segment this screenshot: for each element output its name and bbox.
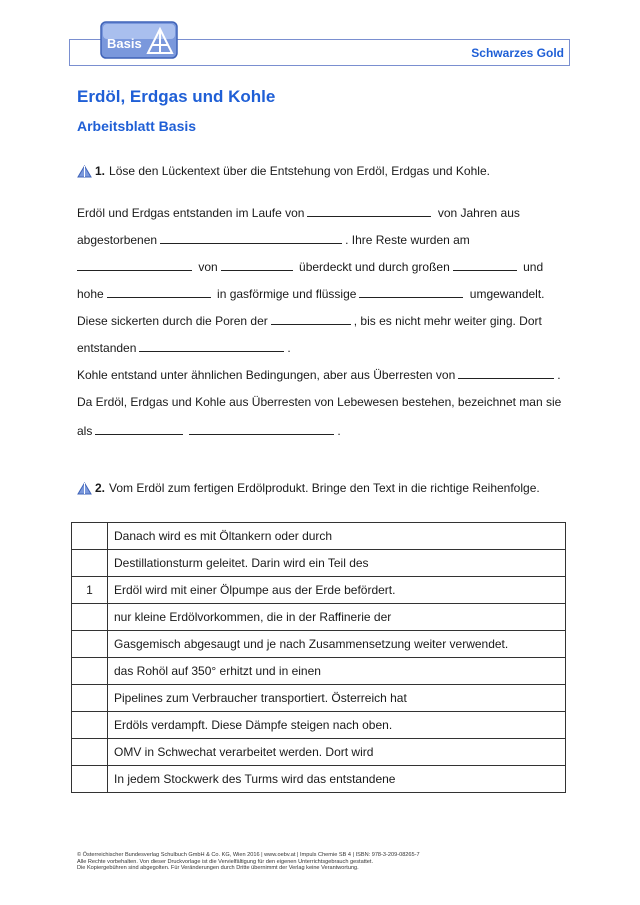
cloze-line-6 — [77, 341, 291, 355]
table-row — [72, 712, 566, 739]
blank-field[interactable] — [107, 287, 211, 298]
order-text-cell: das Rohöl auf 350° erhitzt und in einen — [108, 658, 566, 685]
ordering-table — [71, 522, 566, 793]
cloze-line-1 — [77, 206, 520, 220]
cloze-line-3 — [77, 260, 543, 274]
blank-field[interactable] — [189, 424, 334, 435]
table-row — [72, 658, 566, 685]
blank-field[interactable] — [160, 233, 342, 244]
blank-field[interactable] — [453, 260, 517, 271]
order-number-cell[interactable]: 1 — [72, 577, 108, 604]
order-number-cell[interactable] — [72, 685, 108, 712]
cloze-text: . — [557, 368, 561, 382]
footer-rights: Alle Rechte vorbehalten. Von dieser Druckvorlage ist die Vervielfältigung für den eigenen Unterrichtsgebrauch gestattet. — [77, 858, 374, 865]
cloze-text: in gasförmige und flüssige — [213, 287, 357, 301]
page-title: Erdöl, Erdgas und Kohle — [77, 87, 276, 106]
task2-heading — [77, 481, 540, 495]
logo-text: Basis — [107, 36, 142, 51]
cloze-text: überdeckt und durch großen — [295, 260, 450, 274]
cloze-line-8 — [77, 395, 561, 409]
order-text-cell: Erdöl wird mit einer Ölpumpe aus der Erde befördert. — [108, 577, 566, 604]
cloze-text: Kohle entstand unter ähnlichen Bedingungen, aber aus Überresten von — [77, 368, 456, 382]
cloze-text: . — [337, 424, 341, 438]
blank-field[interactable] — [458, 368, 554, 379]
table-row — [72, 577, 566, 604]
task1-number: 1. — [95, 164, 106, 178]
table-row — [72, 604, 566, 631]
cloze-text: Da Erdöl, Erdgas und Kohle aus Überresten von Lebewesen bestehen, bezeichnet man sie — [77, 395, 562, 409]
cloze-line-9 — [77, 424, 341, 438]
table-row — [72, 550, 566, 577]
basis-triangle-icon — [77, 165, 92, 178]
cloze-text: . Ihre Reste wurden am — [345, 233, 470, 247]
table-row — [72, 631, 566, 658]
order-text-cell: Pipelines zum Verbraucher transportiert. Österreich hat — [108, 685, 566, 712]
cloze-text: Erdöl und Erdgas entstanden im Laufe von — [77, 206, 305, 220]
cloze-text: hohe — [77, 287, 104, 301]
order-text-cell: OMV in Schwechat verarbeitet werden. Dort wird — [108, 739, 566, 766]
cloze-text: abgestorbenen — [77, 233, 158, 247]
order-text-cell: Gasgemisch abgesaugt und je nach Zusammensetzung weiter verwendet. — [108, 631, 566, 658]
task1-heading — [77, 164, 490, 178]
order-text-cell: nur kleine Erdölvorkommen, die in der Raffinerie der — [108, 604, 566, 631]
blank-field[interactable] — [95, 424, 183, 435]
cloze-text: . — [287, 341, 291, 355]
cloze-line-4 — [77, 287, 545, 301]
order-number-cell[interactable] — [72, 712, 108, 739]
order-number-cell[interactable] — [72, 604, 108, 631]
footer-copyright: © Österreichischer Bundesverlag Schulbuch GmbH & Co. KG, Wien 2016 | www.oebv.at | Impuls Chemie SB 4 | ISBN: 978-3-209-08265-7 — [77, 852, 420, 858]
cloze-text: umgewandelt. — [466, 287, 545, 301]
blank-field[interactable] — [359, 287, 463, 298]
footer — [77, 852, 420, 872]
blank-field[interactable] — [77, 260, 192, 271]
page-subtitle: Arbeitsblatt Basis — [77, 118, 197, 134]
blank-field[interactable] — [307, 206, 431, 217]
order-number-cell[interactable] — [72, 523, 108, 550]
task2-number: 2. — [95, 481, 106, 495]
order-text-cell: Destillationsturm geleitet. Darin wird ein Teil des — [108, 550, 566, 577]
cloze-text: und — [519, 260, 544, 274]
cloze-text: entstanden — [77, 341, 137, 355]
order-text-cell: In jedem Stockwerk des Turms wird das entstandene — [108, 766, 566, 793]
order-text-cell: Danach wird es mit Öltankern oder durch — [108, 523, 566, 550]
cloze-text: , bis es nicht mehr weiter ging. Dort — [353, 314, 542, 328]
table-row — [72, 766, 566, 793]
blank-field[interactable] — [221, 260, 293, 271]
blank-field[interactable] — [139, 341, 284, 352]
table-row — [72, 685, 566, 712]
basis-logo — [100, 21, 178, 59]
header-title: Schwarzes Gold — [471, 46, 564, 60]
cloze-line-2 — [77, 233, 470, 247]
task1-instruction: Löse den Lückentext über die Entstehung von Erdöl, Erdgas und Kohle. — [109, 164, 490, 178]
cloze-text: von Jahren aus — [434, 206, 520, 220]
basis-triangle-icon — [77, 482, 92, 495]
order-text-cell: Erdöls verdampft. Diese Dämpfe steigen nach oben. — [108, 712, 566, 739]
cloze-line-7 — [77, 368, 561, 382]
order-number-cell[interactable] — [72, 550, 108, 577]
task2-instruction: Vom Erdöl zum fertigen Erdölprodukt. Bringe den Text in die richtige Reihenfolge. — [109, 481, 540, 495]
blank-field[interactable] — [271, 314, 351, 325]
table-row — [72, 739, 566, 766]
footer-disclaimer: Die Kopiergebühren sind abgegolten. Für Veränderungen durch Dritte übernimmt der Verlag keine Verantwortung. — [77, 865, 359, 872]
order-number-cell[interactable] — [72, 631, 108, 658]
order-number-cell[interactable] — [72, 739, 108, 766]
cloze-text: als — [77, 424, 93, 438]
cloze-line-5 — [77, 314, 542, 328]
table-row — [72, 523, 566, 550]
cloze-text: Diese sickerten durch die Poren der — [77, 314, 268, 328]
cloze-text: von — [195, 260, 218, 274]
order-number-cell[interactable] — [72, 766, 108, 793]
order-number-cell[interactable] — [72, 658, 108, 685]
